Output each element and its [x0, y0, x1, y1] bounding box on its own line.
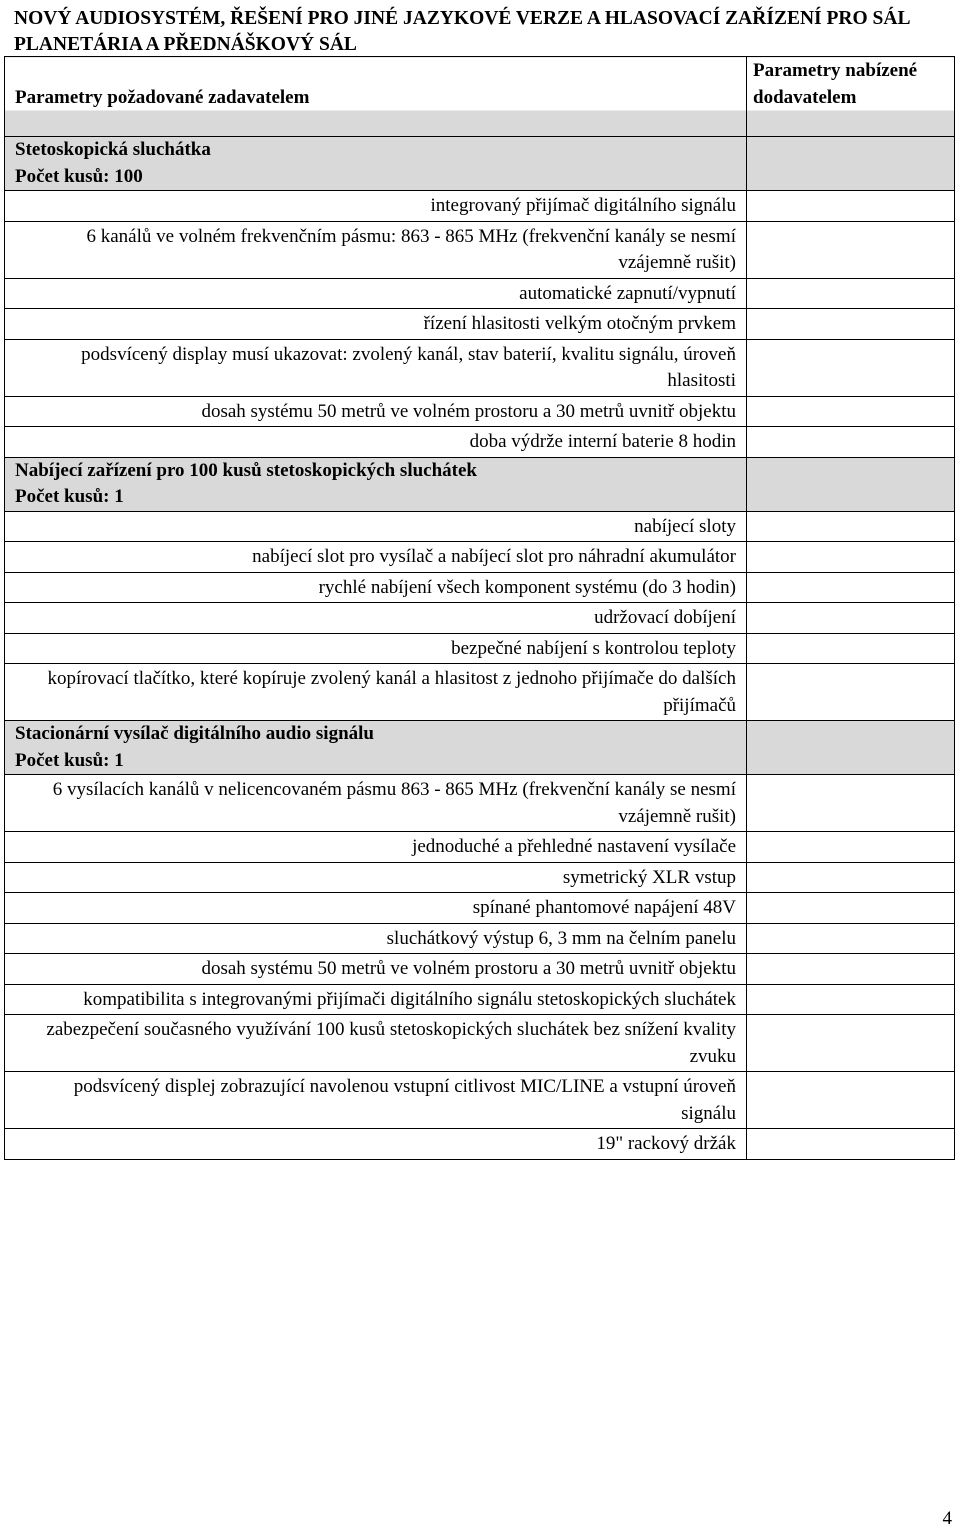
offered-value-cell[interactable]	[747, 893, 955, 924]
parameter-text: kopírovací tlačítko, které kopíruje zvolený kanál a hlasitost z jednoho přijímače do dalších přijímačů	[5, 664, 747, 721]
offered-value-cell[interactable]	[747, 775, 955, 832]
parameter-row	[5, 511, 955, 542]
document-title: NOVÝ AUDIOSYSTÉM, ŘEŠENÍ PRO JINÉ JAZYKOVÉ VERZE A HLASOVACÍ ZAŘÍZENÍ PRO SÁL PLANETÁRIA A PŘEDNÁŠKOVÝ SÁL	[14, 8, 910, 55]
parameter-text: 6 kanálů ve volném frekvenčním pásmu: 863 - 865 MHz (frekvenční kanály se nesmí vzájemně rušit)	[5, 221, 747, 278]
parameter-text: řízení hlasitosti velkým otočným prvkem	[5, 309, 747, 340]
page-number: 4	[942, 1508, 952, 1529]
parameter-text: 6 vysílacích kanálů v nelicencovaném pásmu 863 - 865 MHz (frekvenční kanály se nesmí vzájemně rušit)	[5, 775, 747, 832]
section-name: Stacionární vysílač digitálního audio signálu	[15, 723, 374, 744]
parameter-text: bezpečné nabíjení s kontrolou teploty	[5, 633, 747, 664]
parameter-text: nabíjecí sloty	[5, 511, 747, 542]
offered-value-cell[interactable]	[747, 339, 955, 396]
parameter-text: podsvícený display musí ukazovat: zvolený kanál, stav baterií, kvalitu signálu, úroveň hlasitosti	[5, 339, 747, 396]
parameter-text: 19" rackový držák	[5, 1129, 747, 1160]
offered-value-cell[interactable]	[747, 954, 955, 985]
parameter-row	[5, 954, 955, 985]
parameter-row	[5, 191, 955, 222]
parameter-text: integrovaný přijímač digitálního signálu	[5, 191, 747, 222]
parameter-row	[5, 984, 955, 1015]
parameter-text: dosah systému 50 metrů ve volném prostoru a 30 metrů uvnitř objektu	[5, 954, 747, 985]
parameter-row	[5, 664, 955, 721]
section-name: Stetoskopická sluchátka	[15, 139, 211, 160]
parameter-text: sluchátkový výstup 6, 3 mm na čelním panelu	[5, 923, 747, 954]
offered-value-cell[interactable]	[747, 984, 955, 1015]
section-header-row	[5, 137, 955, 191]
section-count: Počet kusů: 1	[15, 749, 124, 771]
section-name: Nabíjecí zařízení pro 100 kusů stetoskopických sluchátek	[15, 459, 478, 481]
parameter-row	[5, 633, 955, 664]
parameter-text: jednoduché a přehledné nastavení vysílače	[5, 832, 747, 863]
parameter-row	[5, 396, 955, 427]
offered-value-cell[interactable]	[747, 603, 955, 634]
offered-value-cell[interactable]	[747, 572, 955, 603]
offered-value-cell[interactable]	[747, 1015, 955, 1072]
parameter-row	[5, 893, 955, 924]
parameter-row	[5, 542, 955, 573]
offered-value-cell[interactable]	[747, 1129, 955, 1160]
offered-value-cell[interactable]	[747, 427, 955, 458]
section-title	[5, 721, 747, 775]
parameter-row	[5, 775, 955, 832]
parameter-row	[5, 1072, 955, 1129]
parameter-row	[5, 427, 955, 458]
parameters-table	[4, 56, 955, 1160]
parameter-row	[5, 603, 955, 634]
offered-value-cell[interactable]	[747, 542, 955, 573]
parameter-row	[5, 339, 955, 396]
offered-value-cell[interactable]	[747, 511, 955, 542]
column-header-required: Parametry požadované zadavatelem	[5, 57, 747, 137]
parameter-text: automatické zapnutí/vypnutí	[5, 278, 747, 309]
parameter-text: kompatibilita s integrovanými přijímači digitálního signálu stetoskopických sluchátek	[5, 984, 747, 1015]
offered-value-cell[interactable]	[747, 278, 955, 309]
parameter-row	[5, 309, 955, 340]
parameter-text: nabíjecí slot pro vysílač a nabíjecí slot pro náhradní akumulátor	[5, 542, 747, 573]
offered-value-cell	[747, 137, 955, 191]
offered-value-cell[interactable]	[747, 309, 955, 340]
section-title	[5, 457, 747, 511]
section-title	[5, 137, 747, 191]
offered-value-cell[interactable]	[747, 832, 955, 863]
offered-value-cell[interactable]	[747, 923, 955, 954]
parameter-text: spínané phantomové napájení 48V	[5, 893, 747, 924]
parameter-row	[5, 1015, 955, 1072]
parameter-row	[5, 832, 955, 863]
offered-value-cell[interactable]	[747, 221, 955, 278]
column-header-offered: Parametry nabízené dodavatelem	[747, 57, 955, 137]
offered-value-cell[interactable]	[747, 191, 955, 222]
offered-value-cell[interactable]	[747, 862, 955, 893]
parameter-text: rychlé nabíjení všech komponent systému (do 3 hodin)	[5, 572, 747, 603]
parameter-row	[5, 221, 955, 278]
offered-value-cell[interactable]	[747, 396, 955, 427]
section-count: Počet kusů: 100	[15, 165, 143, 187]
parameter-row	[5, 1129, 955, 1160]
parameter-text: udržovací dobíjení	[5, 603, 747, 634]
offered-value-cell[interactable]	[747, 664, 955, 721]
parameter-text: symetrický XLR vstup	[5, 862, 747, 893]
header-row	[5, 57, 955, 137]
offered-value-cell	[747, 721, 955, 775]
parameter-row	[5, 923, 955, 954]
parameter-text: doba výdrže interní baterie 8 hodin	[5, 427, 747, 458]
offered-value-cell[interactable]	[747, 633, 955, 664]
parameter-text: zabezpečení současného využívání 100 kusů stetoskopických sluchátek bez snížení kvality zvuku	[5, 1015, 747, 1072]
offered-value-cell	[747, 457, 955, 511]
parameter-row	[5, 572, 955, 603]
offered-value-cell[interactable]	[747, 1072, 955, 1129]
section-header-row	[5, 457, 955, 511]
parameter-row	[5, 278, 955, 309]
parameter-row	[5, 862, 955, 893]
section-header-row	[5, 721, 955, 775]
section-count: Počet kusů: 1	[15, 486, 124, 507]
parameter-text: podsvícený displej zobrazující navolenou vstupní citlivost MIC/LINE a vstupní úroveň signálu	[5, 1072, 747, 1129]
parameter-text: dosah systému 50 metrů ve volném prostoru a 30 metrů uvnitř objektu	[5, 396, 747, 427]
